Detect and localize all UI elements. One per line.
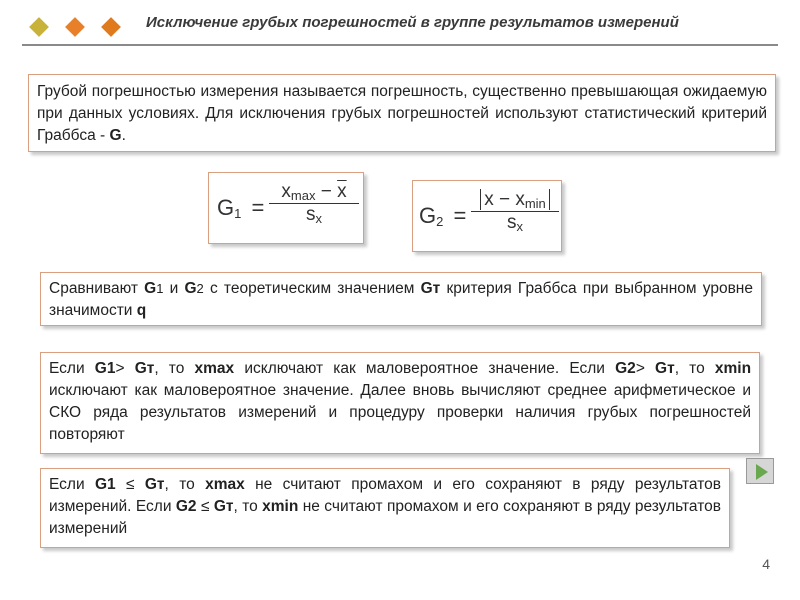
compare-text: критерия Граббса при выбранном уровне значимости [49, 280, 753, 319]
g2-subscript: 2 [196, 281, 204, 296]
compare-text: Сравнивают [49, 280, 145, 297]
keep-rule-box [40, 468, 730, 548]
xmin-symbol: xmin [714, 360, 752, 377]
rule-text: , то [154, 360, 195, 377]
exclude-rule-box [40, 352, 760, 454]
formula-g2 [412, 180, 562, 252]
rule-text: > [635, 360, 656, 377]
q-symbol: q [136, 302, 147, 319]
diamond-bullet-icon [29, 17, 49, 37]
page-title: Исключение грубых погрешностей в группе результатов измерений [146, 14, 679, 31]
rule-text: ≤ [115, 476, 145, 493]
formula-g1-fraction [269, 181, 359, 226]
g2-symbol: G2 [175, 498, 197, 515]
play-arrow-icon [756, 464, 768, 480]
formula-g2-label: $G_2$ = [419, 203, 467, 229]
formula-g2-fraction [471, 189, 559, 234]
rule-text: Если [49, 476, 95, 493]
rule-text: не считают промахом и его сохраняют в ряду результатов измерений [49, 498, 721, 537]
rule-text: ≤ [196, 498, 214, 515]
formula-g1-numerator: $x_{max} - \overline{x}$ [281, 181, 347, 203]
formula-g2-numerator: $x - x_{min}$ [471, 189, 559, 211]
title-divider [22, 44, 778, 46]
diamond-bullet-icon [65, 17, 85, 37]
rule-text: Если [49, 360, 95, 377]
g1-symbol: G1 [94, 360, 116, 377]
xmax-symbol: xmax [194, 360, 235, 377]
gt-symbol: Gт [144, 476, 165, 493]
rule-text: не считают промахом и его сохраняют в ряду результатов измерений. Если [49, 476, 721, 515]
formula-g1-label: $G_1$ = [217, 195, 265, 221]
rule-text: исключают как маловероятное значение. Далее вновь вычисляют среднее арифметическое и СКО ряда результатов измерений и процедуру проверки наличия грубых погрешностей повторяют [49, 382, 751, 443]
gt-symbol: Gт [655, 360, 675, 377]
rule-text: , то [233, 498, 263, 515]
g1-subscript: 1 [156, 281, 164, 296]
definition-end: . [121, 127, 126, 144]
g1-symbol: G [144, 280, 157, 297]
formula-g2-denominator: $s_x$ [471, 211, 559, 234]
g2-symbol: G2 [615, 360, 636, 377]
xmin-symbol: xmin [262, 498, 299, 515]
grubbs-letter: G [109, 127, 122, 144]
compare-text: и [163, 280, 185, 297]
definition-box [28, 74, 776, 152]
next-slide-button[interactable] [746, 458, 774, 484]
formula-g1-denominator: $s_x$ [269, 203, 359, 226]
formula-g1 [208, 172, 364, 244]
rule-text: исключают как маловероятное значение. Если [234, 360, 616, 377]
g1-symbol: G1 [94, 476, 116, 493]
compare-text: с теоретическим значением [203, 280, 421, 297]
page-number: 4 [762, 556, 770, 572]
compare-box [40, 272, 762, 326]
gt-symbol: Gт [420, 280, 441, 297]
g2-symbol: G [184, 280, 197, 297]
xmax-symbol: xmax [205, 476, 245, 493]
diamond-bullet-icon [101, 17, 121, 37]
rule-text: > [115, 360, 135, 377]
rule-text: , то [674, 360, 715, 377]
gt-symbol: Gт [213, 498, 234, 515]
rule-text: , то [164, 476, 206, 493]
definition-text: Грубой погрешностью измерения называется погрешность, существенно превышающая ожидаемую при данных условиях. Для исключения грубых погрешностей используют статистический критерий Граббса - [37, 83, 767, 144]
gt-symbol: Gт [134, 360, 155, 377]
